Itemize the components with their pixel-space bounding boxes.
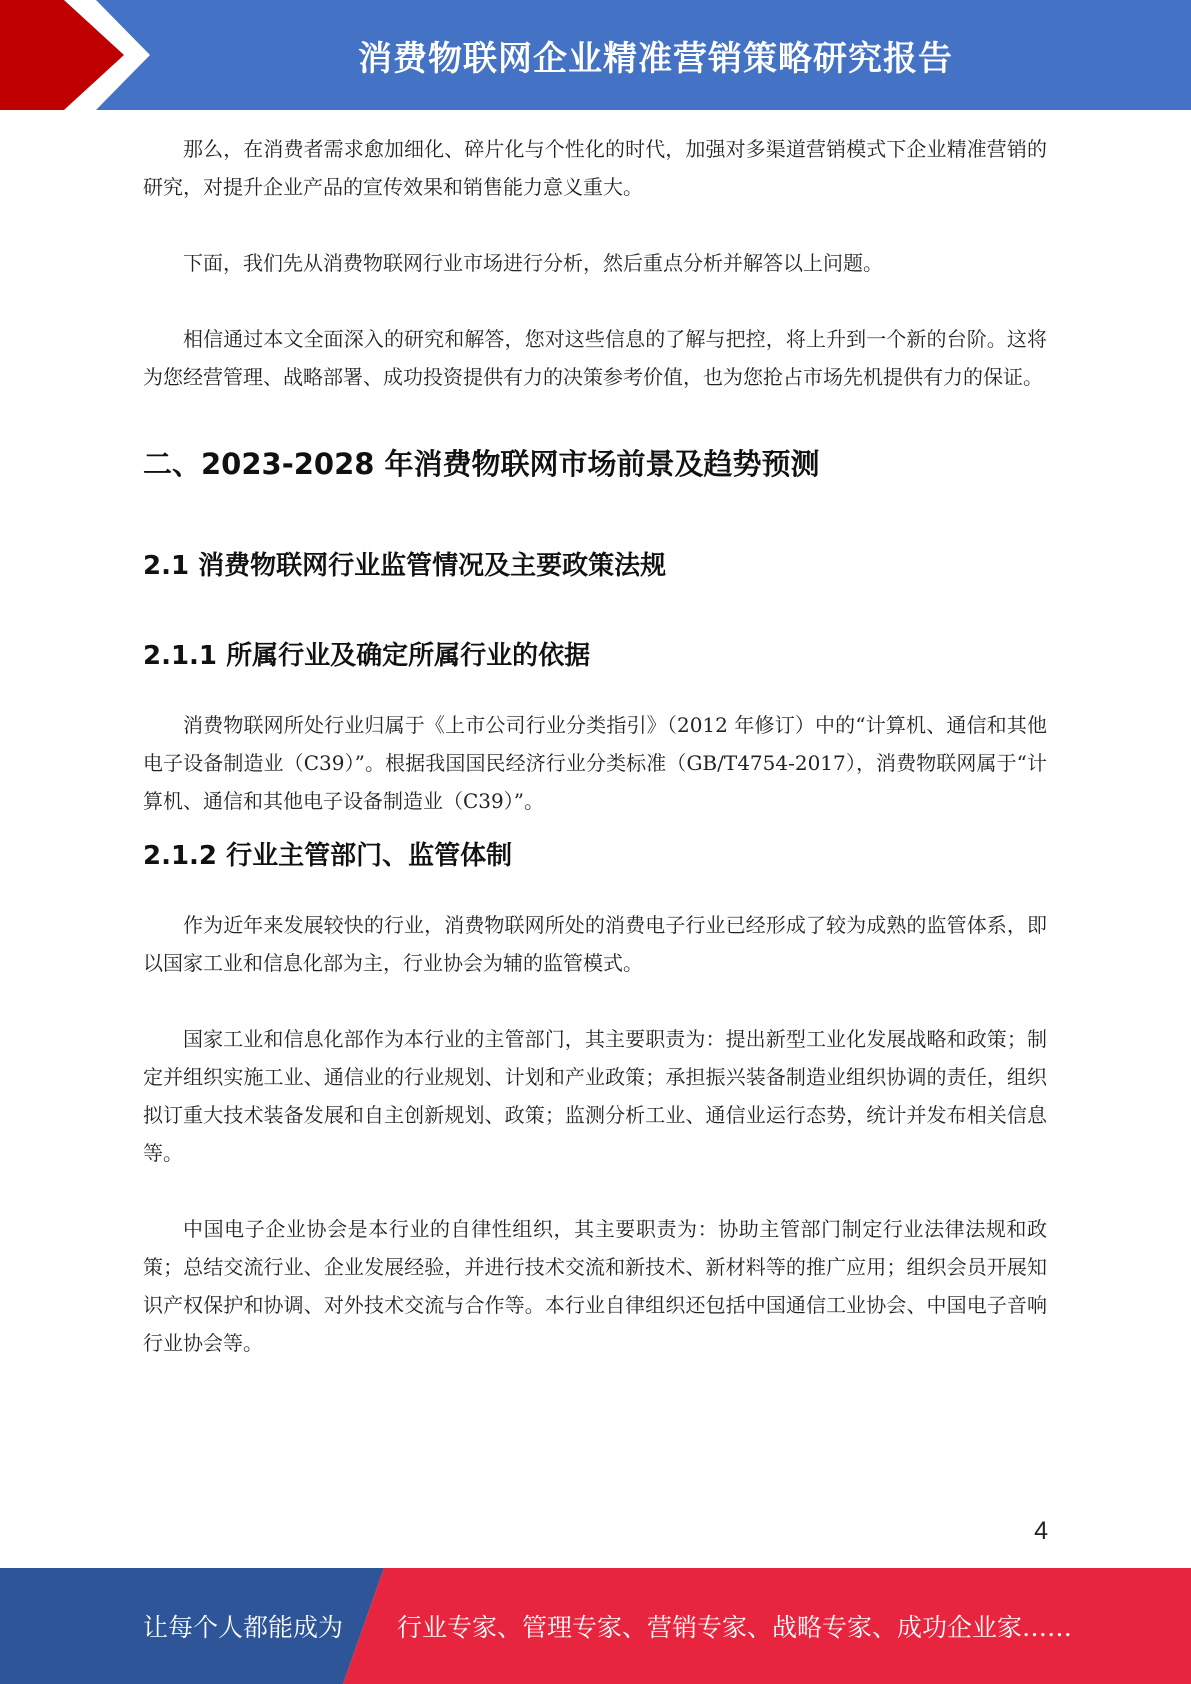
subsection-heading: 2.1 消费物联网行业监管情况及主要政策法规 [143, 551, 667, 581]
intro-paragraph: 下面，我们先从消费物联网行业市场进行分析，然后重点分析并解答以上问题。 [183, 251, 883, 275]
intro-paragraph: 相信通过本文全面深入的研究和解答，您对这些信息的了解与把控，将上升到一个新的台阶。这将为您经营管理、战略部署、成功投资提供有力的决策参考价值，也为您抢占市场先机提供有力的保证。 [143, 327, 1047, 389]
regulation-paragraph: 中国电子企业协会是本行业的自律性组织，其主要职责为：协助主管部门制定行业法律法规和政策；总结交流行业、企业发展经验，并进行技术交流和新技术、新材料等的推广应用；组织会员开展知识产权保护和协调、对外技术交流与合作等。本行业自律组织还包括中国通信工业协会、中国电子音响行业协会等。 [143, 1217, 1047, 1355]
regulation-paragraph: 作为近年来发展较快的行业，消费物联网所处的消费电子行业已经形成了较为成熟的监管体系，即以国家工业和信息化部为主，行业协会为辅的监管模式。 [143, 913, 1047, 975]
regulation-paragraph: 国家工业和信息化部作为本行业的主管部门，其主要职责为：提出新型工业化发展战略和政策；制定并组织实施工业、通信业的行业规划、计划和产业政策；承担振兴装备制造业组织协调的责任，组织拟订重大技术装备发展和自主创新规划、政策；监测分析工业、通信业运行态势，统计并发布相关信息等。 [143, 1027, 1047, 1165]
section-heading: 二、2023-2028 年消费物联网市场前景及趋势预测 [143, 447, 820, 481]
report-title: 消费物联网企业精准营销策略研究报告 [358, 38, 953, 79]
page-footer [0, 1568, 1191, 1684]
report-body [143, 130, 1047, 1362]
footer-slogan-left: 让每个人都能成为 [143, 1613, 344, 1642]
footer-slogan-right: 行业专家、管理专家、营销专家、战略专家、成功企业家…… [397, 1613, 1073, 1642]
subsubsection-heading: 2.1.1 所属行业及确定所属行业的依据 [143, 641, 591, 671]
intro-paragraph: 那么，在消费者需求愈加细化、碎片化与个性化的时代，加强对多渠道营销模式下企业精准营销的研究，对提升企业产品的宣传效果和销售能力意义重大。 [143, 137, 1047, 199]
page-header [0, 0, 1191, 110]
header-arrow-decoration [0, 0, 160, 110]
page-number: 4 [1034, 1517, 1048, 1545]
subsubsection-heading: 2.1.2 行业主管部门、监管体制 [143, 841, 513, 871]
industry-classification-paragraph: 消费物联网所处行业归属于《上市公司行业分类指引》（2012 年修订）中的“计算机、通信和其他电子设备制造业（C39）”。根据我国国民经济行业分类标准（GB/T4754-2017），消费物联网属于“计算机、通信和其他电子设备制造业（C39）”。 [143, 713, 1047, 813]
